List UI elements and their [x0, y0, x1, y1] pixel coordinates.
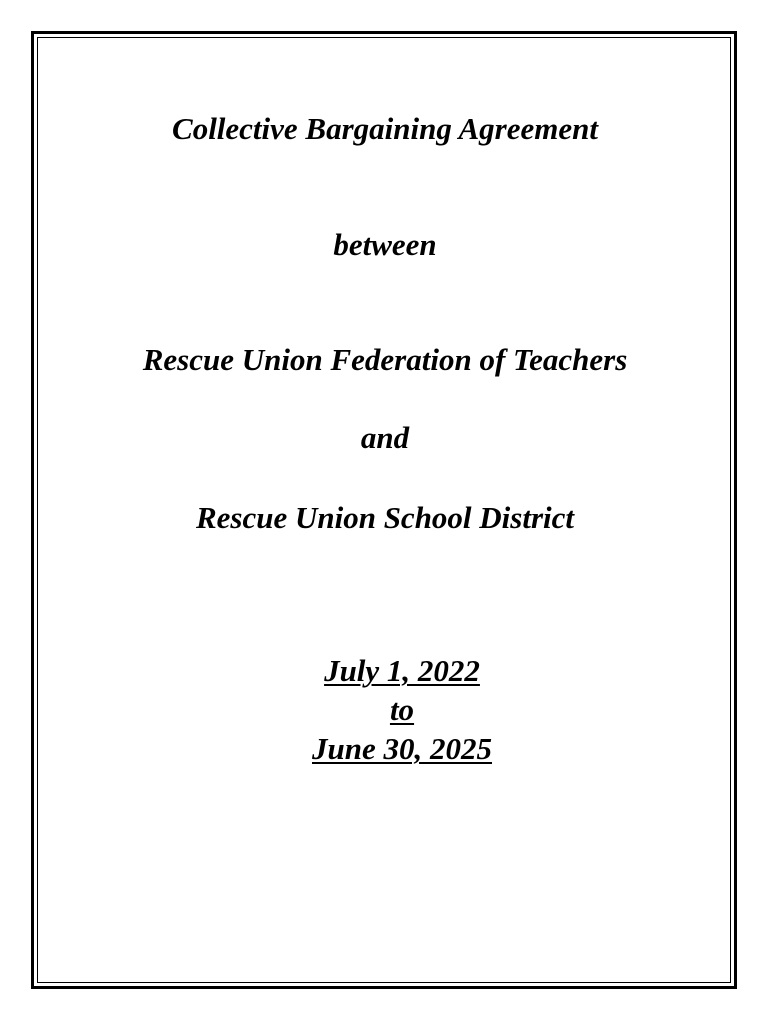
term-connector [17, 692, 770, 728]
term-start-date [17, 653, 770, 689]
term-end-text: June 30, 2025 [312, 731, 492, 766]
term-end-date [17, 731, 770, 767]
between-text: between [333, 227, 437, 262]
conjunction-text: and [360, 420, 410, 455]
party-two-name: Rescue Union School District [195, 500, 575, 535]
term-start-text: July 1, 2022 [324, 653, 480, 688]
term-connector-text: to [389, 692, 415, 727]
party-one-name: Rescue Union Federation of Teachers [142, 342, 628, 377]
document-title: Collective Bargaining Agreement [172, 111, 598, 146]
